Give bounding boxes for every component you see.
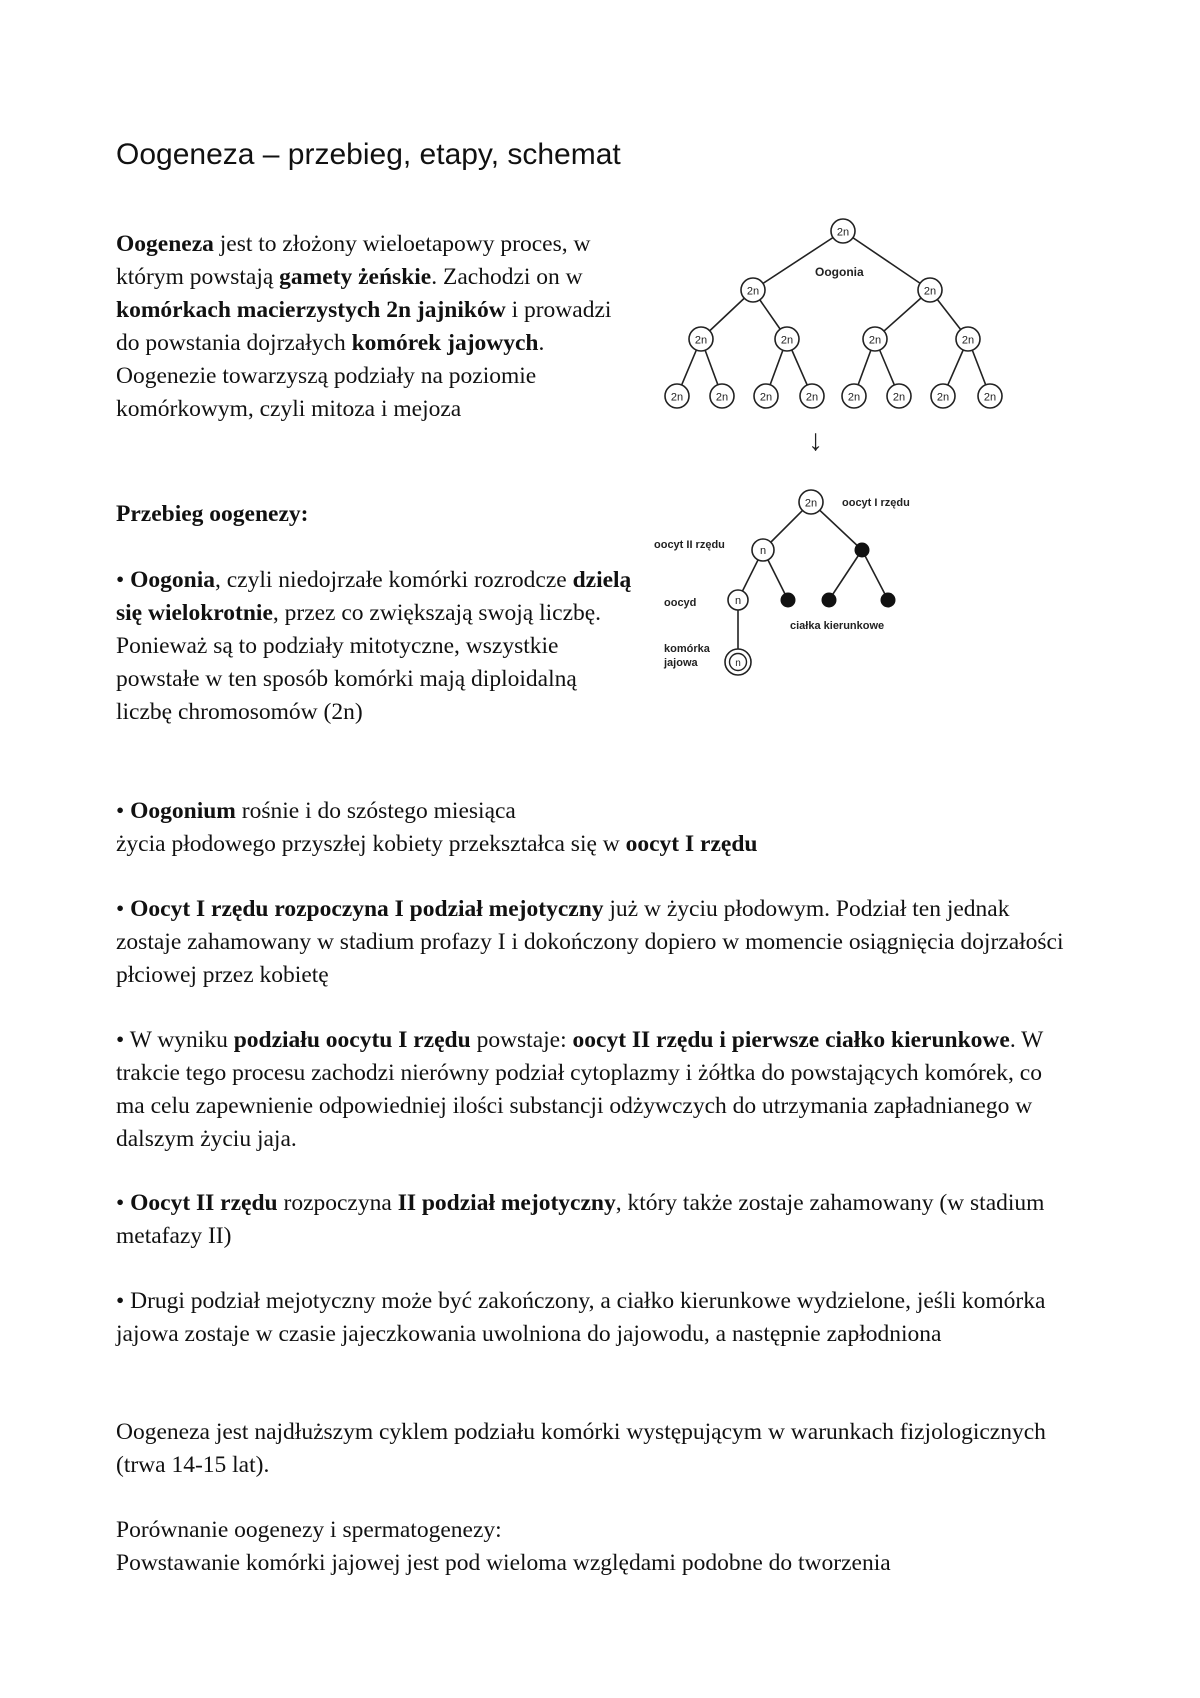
- bullet-oogonium: • Oogonium rośnie i do szóstego miesiąca życia płodowego przyszłej kobiety przekształca się w oocyt I rzędu: [116, 798, 758, 857]
- oocyt-i-cell-label: 2n: [804, 497, 818, 510]
- oogonia-cell-label: 2n: [746, 285, 760, 298]
- meiosis-diagram: [648, 482, 938, 682]
- polar-body-2: [781, 593, 796, 608]
- oogonia-cell-label: 2n: [759, 391, 773, 404]
- bullet-oogonia: • Oogonia, czyli niedojrzałe komórki rozrodcze dzielą się wielokrotnie, przez co zwiększają swoją liczbę. Ponieważ są to podziały mitotyczne, wszystkie powstałe w ten sposób komórki mają diploidalną liczbę chromosomów (2n): [116, 567, 632, 725]
- oogonia-cell: [918, 278, 942, 302]
- polar-body-3: [822, 593, 837, 608]
- oogonia-cell-label: 2n: [780, 334, 794, 347]
- oogonia-cell: [863, 327, 887, 351]
- tree-lines: [677, 231, 990, 396]
- oogonia-cell-label: 2n: [670, 391, 684, 404]
- oogonia-cell: [831, 219, 855, 243]
- egg-cell-label: n: [735, 658, 741, 669]
- oogonia-cell-label: 2n: [923, 285, 937, 298]
- oogonia-label: Oogonia: [815, 265, 864, 279]
- oogonia-cell: [931, 384, 955, 408]
- oogonia-cell: [689, 327, 713, 351]
- term-oogeneza: Oogeneza: [116, 231, 214, 257]
- oogonia-cell-label: 2n: [936, 391, 950, 404]
- paragraph-cykl: Oogeneza jest najdłuższym cyklem podziału komórki występującym w warunkach fizjologicznych (trwa 14-15 lat).: [116, 1419, 1046, 1478]
- oogonia-cell: [665, 384, 689, 408]
- egg-cell: [725, 649, 751, 675]
- intro-paragraph: Oogeneza jest to złożony wieloetapowy proces, w którym powstają gamety żeńskie. Zachodzi on w komórkach macierzystych 2n jajników i prowadzi do powstania dojrzałych komórek jajowych. Oogenezie towarzyszą podziały na poziomie komórkowym, czyli mitoza i mejoza: [116, 231, 612, 422]
- oogonia-cell: [754, 384, 778, 408]
- oogonia-cell-label: 2n: [805, 391, 819, 404]
- oogonia-cell: [842, 384, 866, 408]
- oogonia-cell-label: 2n: [694, 334, 708, 347]
- oogonia-cell-label: 2n: [961, 334, 975, 347]
- polar-body-4: [881, 593, 896, 608]
- oogonia-cell-label: 2n: [983, 391, 997, 404]
- oogonia-tree-diagram: [655, 218, 1015, 458]
- oogonia-cell: [887, 384, 911, 408]
- oocyt-ii-cell: [752, 539, 774, 561]
- bullet-oocyt-i: • Oocyt I rzędu rozpoczyna I podział mejotyczny już w życiu płodowym. Podział ten jednak zostaje zahamowany w stadium profazy I i dokończony dopiero w momencie osiągnięcia dojrzałości płciowej przez kobietę: [116, 896, 1064, 988]
- arrow-down-icon: ↓: [808, 424, 823, 457]
- porownanie-heading: Porównanie oogenezy i spermatogenezy:: [116, 1517, 502, 1543]
- oocyt-ii-cell-label: n: [759, 545, 767, 557]
- oocyd-cell-label: n: [734, 595, 742, 607]
- oogonia-cell: [775, 327, 799, 351]
- przebieg-heading: Przebieg oogenezy:: [116, 501, 309, 527]
- bullet-oocyt-ii: • Oocyt II rzędu rozpoczyna II podział mejotyczny, który także zostaje zahamowany (w stadium metafazy II): [116, 1190, 1045, 1249]
- porownanie-text: Powstawanie komórki jajowej jest pod wieloma względami podobne do tworzenia: [116, 1550, 891, 1576]
- komorka-label: komórka: [664, 643, 710, 655]
- oogonia-cell-label: 2n: [715, 391, 729, 404]
- oogonia-cell: [978, 384, 1002, 408]
- meiosis-lines: [738, 502, 888, 657]
- page-title: Oogeneza – przebieg, etapy, schemat: [116, 138, 621, 171]
- bullet-drugi-podzial: • Drugi podział mejotyczny może być zakończony, a ciałko kierunkowe wydzielone, jeśli komórka jajowa zostaje w czasie jajeczkowania uwolniona do jajowodu, a następnie zapłodniona: [116, 1288, 1046, 1347]
- cialka-kierunkowe-label: ciałka kierunkowe: [790, 620, 885, 632]
- oogonia-cell: [710, 384, 734, 408]
- oocyd-cell: [728, 590, 748, 610]
- bullet-wynik-podzialu: • W wyniku podziału oocytu I rzędu powstaje: oocyt II rzędu i pierwsze ciałko kierunkowe. W trakcie tego procesu zachodzi nierówny podział cytoplazmy i żółtka do powstających komórek, co ma celu zapewnienie odpowiedniej ilości substancji odżywczych do utrzymania zapładnianego w dalszym życiu jaja.: [116, 1027, 1043, 1152]
- oocyt-ii-label: oocyt II rzędu: [654, 539, 725, 551]
- oogonia-cell: [741, 278, 765, 302]
- oocyt-i-label: oocyt I rzędu: [842, 497, 910, 509]
- jajowa-label: jajowa: [664, 657, 698, 669]
- oogonia-cell: [800, 384, 824, 408]
- oogonia-cell-label: 2n: [847, 391, 861, 404]
- oogonia-cell-label: 2n: [868, 334, 882, 347]
- oocyd-label: oocyd: [664, 597, 697, 609]
- oogonia-cell-label: 2n: [836, 226, 850, 239]
- oogonia-cell: [956, 327, 980, 351]
- oocyt-i-cell: [799, 490, 823, 514]
- polar-body-1: [855, 543, 870, 558]
- oogonia-cell-label: 2n: [892, 391, 906, 404]
